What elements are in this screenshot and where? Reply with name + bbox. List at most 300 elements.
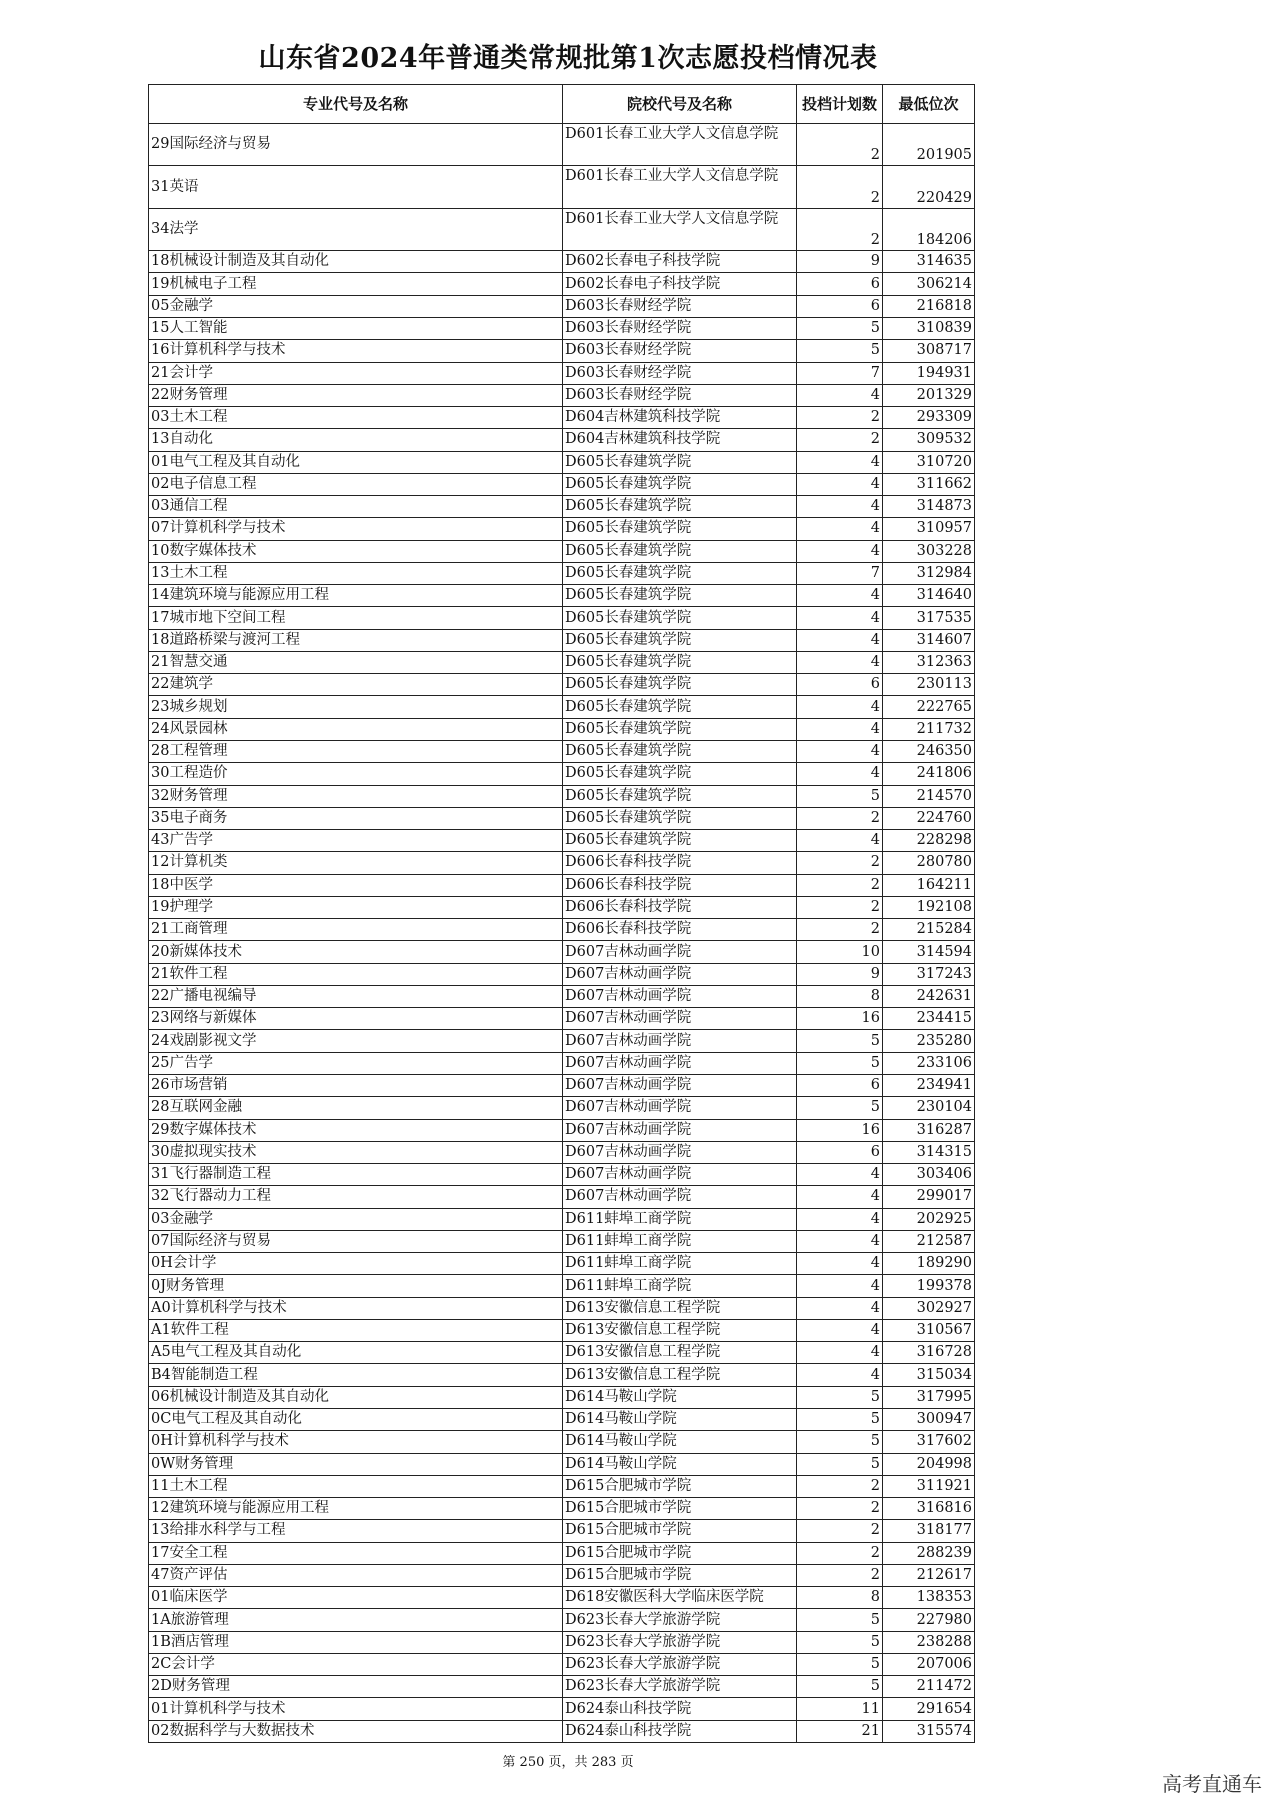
- cell-school: D605长春建筑学院: [563, 540, 797, 562]
- cell-plan: 2: [797, 1564, 883, 1586]
- cell-min-rank: 222765: [883, 696, 975, 718]
- cell-min-rank: 227980: [883, 1609, 975, 1631]
- cell-school: D614马鞍山学院: [563, 1386, 797, 1408]
- cell-plan: 5: [797, 1408, 883, 1430]
- cell-min-rank: 311921: [883, 1475, 975, 1497]
- cell-min-rank: 228298: [883, 830, 975, 852]
- cell-major: 05金融学: [149, 295, 563, 317]
- table-row: [149, 1119, 975, 1141]
- header-min-rank: 最低位次: [883, 85, 975, 124]
- cell-school: D605长春建筑学院: [563, 696, 797, 718]
- table-row: [149, 384, 975, 406]
- cell-min-rank: 299017: [883, 1186, 975, 1208]
- cell-major: 22建筑学: [149, 674, 563, 696]
- cell-min-rank: 316816: [883, 1498, 975, 1520]
- table-row: [149, 985, 975, 1007]
- cell-plan: 6: [797, 674, 883, 696]
- cell-min-rank: 303228: [883, 540, 975, 562]
- cell-plan: 7: [797, 562, 883, 584]
- cell-plan: 4: [797, 1230, 883, 1252]
- page-number: 第 250 页，共 283 页: [502, 1755, 634, 1770]
- cell-major: 28工程管理: [149, 741, 563, 763]
- cell-school: D604吉林建筑科技学院: [563, 407, 797, 429]
- cell-plan: 6: [797, 1075, 883, 1097]
- cell-plan: 4: [797, 741, 883, 763]
- table-row: [149, 1275, 975, 1297]
- cell-school: D615合肥城市学院: [563, 1475, 797, 1497]
- cell-major: 30工程造价: [149, 763, 563, 785]
- cell-plan: 9: [797, 963, 883, 985]
- cell-school: D603长春财经学院: [563, 362, 797, 384]
- cell-school: D607吉林动画学院: [563, 1097, 797, 1119]
- cell-min-rank: 312363: [883, 651, 975, 673]
- cell-major: 21会计学: [149, 362, 563, 384]
- cell-major: 12计算机类: [149, 852, 563, 874]
- cell-school: D605长春建筑学院: [563, 518, 797, 540]
- cell-plan: 4: [797, 830, 883, 852]
- cell-major: 24风景园林: [149, 718, 563, 740]
- cell-min-rank: 303406: [883, 1164, 975, 1186]
- cell-plan: 4: [797, 496, 883, 518]
- cell-plan: 4: [797, 1186, 883, 1208]
- cell-school: D615合肥城市学院: [563, 1564, 797, 1586]
- cell-school: D623长春大学旅游学院: [563, 1653, 797, 1675]
- cell-plan: 2: [797, 166, 883, 208]
- cell-min-rank: 318177: [883, 1520, 975, 1542]
- cell-min-rank: 314607: [883, 629, 975, 651]
- table-row: [149, 629, 975, 651]
- table-row: [149, 208, 975, 250]
- cell-major: 23城乡规划: [149, 696, 563, 718]
- cell-school: D605长春建筑学院: [563, 451, 797, 473]
- table-row: [149, 1676, 975, 1698]
- cell-plan: 2: [797, 852, 883, 874]
- table-row: [149, 1564, 975, 1586]
- cell-plan: 2: [797, 896, 883, 918]
- cell-min-rank: 311662: [883, 473, 975, 495]
- cell-major: 31飞行器制造工程: [149, 1164, 563, 1186]
- cell-plan: 5: [797, 1653, 883, 1675]
- cell-plan: 6: [797, 1141, 883, 1163]
- table-row: [149, 1520, 975, 1542]
- cell-min-rank: 288239: [883, 1542, 975, 1564]
- table-row: [149, 1008, 975, 1030]
- cell-min-rank: 317602: [883, 1431, 975, 1453]
- cell-min-rank: 233106: [883, 1052, 975, 1074]
- cell-major: 1A旅游管理: [149, 1609, 563, 1631]
- table-row: [149, 251, 975, 273]
- cell-major: 25广告学: [149, 1052, 563, 1074]
- table-row: [149, 1030, 975, 1052]
- cell-min-rank: 199378: [883, 1275, 975, 1297]
- table-row: [149, 651, 975, 673]
- cell-major: 19机械电子工程: [149, 273, 563, 295]
- cell-min-rank: 224760: [883, 807, 975, 829]
- table-row: [149, 1208, 975, 1230]
- table-row: [149, 1453, 975, 1475]
- cell-school: D605长春建筑学院: [563, 585, 797, 607]
- cell-plan: 5: [797, 1052, 883, 1074]
- cell-major: 43广告学: [149, 830, 563, 852]
- header-plan: 投档计划数: [797, 85, 883, 124]
- table-row: [149, 607, 975, 629]
- cell-major: 21工商管理: [149, 919, 563, 941]
- cell-school: D605长春建筑学院: [563, 718, 797, 740]
- table-row: [149, 963, 975, 985]
- cell-school: D605长春建筑学院: [563, 830, 797, 852]
- cell-school: D607吉林动画学院: [563, 1008, 797, 1030]
- cell-major: 03通信工程: [149, 496, 563, 518]
- table-row: [149, 1253, 975, 1275]
- cell-plan: 5: [797, 1386, 883, 1408]
- table-row: [149, 1386, 975, 1408]
- cell-min-rank: 308717: [883, 340, 975, 362]
- cell-plan: 4: [797, 651, 883, 673]
- table-row: [149, 562, 975, 584]
- cell-school: D605长春建筑学院: [563, 607, 797, 629]
- cell-major: 16计算机科学与技术: [149, 340, 563, 362]
- table-row: [149, 1141, 975, 1163]
- cell-plan: 2: [797, 1542, 883, 1564]
- cell-major: 19护理学: [149, 896, 563, 918]
- table-row: [149, 1164, 975, 1186]
- table-row: [149, 1342, 975, 1364]
- table-row: [149, 1230, 975, 1252]
- header-school: 院校代号及名称: [563, 85, 797, 124]
- cell-major: 28互联网金融: [149, 1097, 563, 1119]
- cell-major: 24戏剧影视文学: [149, 1030, 563, 1052]
- cell-major: A5电气工程及其自动化: [149, 1342, 563, 1364]
- cell-major: 29国际经济与贸易: [149, 124, 563, 166]
- cell-school: D606长春科技学院: [563, 874, 797, 896]
- cell-min-rank: 317995: [883, 1386, 975, 1408]
- cell-major: 0C电气工程及其自动化: [149, 1408, 563, 1430]
- cell-min-rank: 184206: [883, 208, 975, 250]
- cell-school: D605长春建筑学院: [563, 562, 797, 584]
- cell-min-rank: 215284: [883, 919, 975, 941]
- table-row: [149, 295, 975, 317]
- cell-plan: 4: [797, 384, 883, 406]
- cell-min-rank: 310567: [883, 1319, 975, 1341]
- cell-plan: 4: [797, 718, 883, 740]
- cell-school: D611蚌埠工商学院: [563, 1275, 797, 1297]
- table-row: [149, 585, 975, 607]
- table-row: [149, 852, 975, 874]
- cell-plan: 21: [797, 1720, 883, 1742]
- cell-major: 1B酒店管理: [149, 1631, 563, 1653]
- cell-school: D606长春科技学院: [563, 919, 797, 941]
- cell-plan: 2: [797, 124, 883, 166]
- table-row: [149, 496, 975, 518]
- cell-school: D605长春建筑学院: [563, 763, 797, 785]
- cell-min-rank: 164211: [883, 874, 975, 896]
- cell-min-rank: 189290: [883, 1253, 975, 1275]
- cell-major: A0计算机科学与技术: [149, 1297, 563, 1319]
- table-row: [149, 741, 975, 763]
- cell-min-rank: 194931: [883, 362, 975, 384]
- cell-min-rank: 314873: [883, 496, 975, 518]
- cell-min-rank: 238288: [883, 1631, 975, 1653]
- page-title: 山东省2024年普通类常规批第1次志愿投档情况表: [258, 43, 878, 74]
- cell-plan: 7: [797, 362, 883, 384]
- table-row: [149, 1075, 975, 1097]
- cell-min-rank: 300947: [883, 1408, 975, 1430]
- cell-min-rank: 302927: [883, 1297, 975, 1319]
- cell-major: 07计算机科学与技术: [149, 518, 563, 540]
- cell-plan: 5: [797, 340, 883, 362]
- cell-plan: 4: [797, 451, 883, 473]
- cell-major: 12建筑环境与能源应用工程: [149, 1498, 563, 1520]
- cell-plan: 4: [797, 607, 883, 629]
- cell-school: D603长春财经学院: [563, 340, 797, 362]
- cell-min-rank: 220429: [883, 166, 975, 208]
- cell-major: 23网络与新媒体: [149, 1008, 563, 1030]
- cell-plan: 2: [797, 807, 883, 829]
- cell-plan: 5: [797, 317, 883, 339]
- cell-major: 35电子商务: [149, 807, 563, 829]
- cell-school: D601长春工业大学人文信息学院: [563, 208, 797, 250]
- table-row: [149, 1052, 975, 1074]
- cell-plan: 2: [797, 407, 883, 429]
- cell-school: D606长春科技学院: [563, 896, 797, 918]
- cell-plan: 4: [797, 540, 883, 562]
- cell-major: 01电气工程及其自动化: [149, 451, 563, 473]
- cell-min-rank: 234941: [883, 1075, 975, 1097]
- cell-school: D615合肥城市学院: [563, 1520, 797, 1542]
- cell-plan: 5: [797, 1609, 883, 1631]
- cell-min-rank: 211472: [883, 1676, 975, 1698]
- cell-min-rank: 202925: [883, 1208, 975, 1230]
- cell-school: D607吉林动画学院: [563, 941, 797, 963]
- cell-plan: 4: [797, 473, 883, 495]
- table-row: [149, 362, 975, 384]
- table-row: [149, 1097, 975, 1119]
- cell-school: D603长春财经学院: [563, 295, 797, 317]
- cell-school: D607吉林动画学院: [563, 1075, 797, 1097]
- cell-school: D623长春大学旅游学院: [563, 1631, 797, 1653]
- watermark-logo: 高考直通车: [1162, 1772, 1262, 1796]
- cell-major: 15人工智能: [149, 317, 563, 339]
- cell-major: 31英语: [149, 166, 563, 208]
- cell-school: D606长春科技学院: [563, 852, 797, 874]
- table-row: [149, 1319, 975, 1341]
- cell-major: 13给排水科学与工程: [149, 1520, 563, 1542]
- cell-plan: 5: [797, 1097, 883, 1119]
- table-row: [149, 1498, 975, 1520]
- cell-plan: 6: [797, 273, 883, 295]
- table-row: [149, 166, 975, 208]
- cell-plan: 5: [797, 785, 883, 807]
- cell-plan: 4: [797, 629, 883, 651]
- cell-school: D614马鞍山学院: [563, 1453, 797, 1475]
- table-row: [149, 1364, 975, 1386]
- cell-min-rank: 310957: [883, 518, 975, 540]
- cell-school: D613安徽信息工程学院: [563, 1342, 797, 1364]
- cell-min-rank: 201329: [883, 384, 975, 406]
- cell-plan: 2: [797, 874, 883, 896]
- table-row: [149, 1587, 975, 1609]
- cell-major: 03土木工程: [149, 407, 563, 429]
- cell-plan: 6: [797, 295, 883, 317]
- cell-min-rank: 235280: [883, 1030, 975, 1052]
- cell-school: D602长春电子科技学院: [563, 273, 797, 295]
- cell-plan: 4: [797, 1208, 883, 1230]
- cell-plan: 4: [797, 518, 883, 540]
- admission-table: [148, 84, 975, 1743]
- cell-school: D605长春建筑学院: [563, 807, 797, 829]
- cell-major: 17安全工程: [149, 1542, 563, 1564]
- cell-major: 11土木工程: [149, 1475, 563, 1497]
- cell-major: 10数字媒体技术: [149, 540, 563, 562]
- table-row: [149, 807, 975, 829]
- cell-major: 29数字媒体技术: [149, 1119, 563, 1141]
- table-row: [149, 1186, 975, 1208]
- cell-min-rank: 234415: [883, 1008, 975, 1030]
- cell-plan: 4: [797, 1342, 883, 1364]
- cell-min-rank: 207006: [883, 1653, 975, 1675]
- cell-min-rank: 315034: [883, 1364, 975, 1386]
- cell-major: 0H计算机科学与技术: [149, 1431, 563, 1453]
- cell-major: 22广播电视编导: [149, 985, 563, 1007]
- cell-plan: 10: [797, 941, 883, 963]
- table-row: [149, 317, 975, 339]
- table-row: [149, 674, 975, 696]
- cell-school: D611蚌埠工商学院: [563, 1208, 797, 1230]
- cell-major: 06机械设计制造及其自动化: [149, 1386, 563, 1408]
- cell-min-rank: 241806: [883, 763, 975, 785]
- cell-major: 32飞行器动力工程: [149, 1186, 563, 1208]
- cell-min-rank: 316287: [883, 1119, 975, 1141]
- cell-plan: 4: [797, 1297, 883, 1319]
- cell-min-rank: 309532: [883, 429, 975, 451]
- cell-min-rank: 310720: [883, 451, 975, 473]
- cell-min-rank: 212587: [883, 1230, 975, 1252]
- cell-school: D613安徽信息工程学院: [563, 1319, 797, 1341]
- cell-major: 34法学: [149, 208, 563, 250]
- cell-major: 18机械设计制造及其自动化: [149, 251, 563, 273]
- cell-school: D614马鞍山学院: [563, 1408, 797, 1430]
- table-row: [149, 718, 975, 740]
- cell-plan: 4: [797, 763, 883, 785]
- cell-school: D607吉林动画学院: [563, 963, 797, 985]
- cell-major: 47资产评估: [149, 1564, 563, 1586]
- table-row: [149, 340, 975, 362]
- cell-min-rank: 314594: [883, 941, 975, 963]
- table-row: [149, 518, 975, 540]
- cell-min-rank: 306214: [883, 273, 975, 295]
- cell-min-rank: 314315: [883, 1141, 975, 1163]
- cell-school: D615合肥城市学院: [563, 1498, 797, 1520]
- table-row: [149, 451, 975, 473]
- cell-school: D603长春财经学院: [563, 384, 797, 406]
- cell-min-rank: 212617: [883, 1564, 975, 1586]
- table-row: [149, 785, 975, 807]
- cell-min-rank: 316728: [883, 1342, 975, 1364]
- cell-major: 0H会计学: [149, 1253, 563, 1275]
- cell-plan: 4: [797, 585, 883, 607]
- cell-major: 18道路桥梁与渡河工程: [149, 629, 563, 651]
- cell-plan: 2: [797, 1475, 883, 1497]
- cell-major: 2D财务管理: [149, 1676, 563, 1698]
- cell-plan: 11: [797, 1698, 883, 1720]
- cell-plan: 5: [797, 1453, 883, 1475]
- cell-school: D607吉林动画学院: [563, 1141, 797, 1163]
- cell-plan: 5: [797, 1431, 883, 1453]
- cell-plan: 2: [797, 919, 883, 941]
- cell-min-rank: 242631: [883, 985, 975, 1007]
- cell-plan: 8: [797, 1587, 883, 1609]
- cell-plan: 16: [797, 1119, 883, 1141]
- cell-major: 17城市地下空间工程: [149, 607, 563, 629]
- table-row: [149, 407, 975, 429]
- cell-school: D615合肥城市学院: [563, 1542, 797, 1564]
- cell-school: D605长春建筑学院: [563, 741, 797, 763]
- table-row: [149, 941, 975, 963]
- cell-min-rank: 214570: [883, 785, 975, 807]
- cell-min-rank: 211732: [883, 718, 975, 740]
- cell-school: D601长春工业大学人文信息学院: [563, 166, 797, 208]
- cell-min-rank: 314635: [883, 251, 975, 273]
- cell-major: 01临床医学: [149, 1587, 563, 1609]
- table-row: [149, 429, 975, 451]
- cell-school: D624泰山科技学院: [563, 1698, 797, 1720]
- cell-major: 02电子信息工程: [149, 473, 563, 495]
- table-row: [149, 1698, 975, 1720]
- table-row: [149, 1609, 975, 1631]
- table-row: [149, 1631, 975, 1653]
- cell-school: D605长春建筑学院: [563, 496, 797, 518]
- cell-school: D605长春建筑学院: [563, 629, 797, 651]
- cell-min-rank: 291654: [883, 1698, 975, 1720]
- cell-plan: 16: [797, 1008, 883, 1030]
- cell-school: D623长春大学旅游学院: [563, 1676, 797, 1698]
- cell-major: B4智能制造工程: [149, 1364, 563, 1386]
- table-row: [149, 830, 975, 852]
- table-row: [149, 1542, 975, 1564]
- cell-min-rank: 204998: [883, 1453, 975, 1475]
- cell-major: 21智慧交通: [149, 651, 563, 673]
- cell-major: 02数据科学与大数据技术: [149, 1720, 563, 1742]
- cell-school: D603长春财经学院: [563, 317, 797, 339]
- table-row: [149, 273, 975, 295]
- table-row: [149, 1408, 975, 1430]
- table-row: [149, 473, 975, 495]
- cell-min-rank: 312984: [883, 562, 975, 584]
- cell-major: 03金融学: [149, 1208, 563, 1230]
- cell-major: 22财务管理: [149, 384, 563, 406]
- cell-min-rank: 315574: [883, 1720, 975, 1742]
- cell-school: D607吉林动画学院: [563, 1052, 797, 1074]
- table-row: [149, 696, 975, 718]
- cell-plan: 9: [797, 251, 883, 273]
- cell-plan: 4: [797, 696, 883, 718]
- cell-min-rank: 280780: [883, 852, 975, 874]
- cell-school: D602长春电子科技学院: [563, 251, 797, 273]
- cell-major: 14建筑环境与能源应用工程: [149, 585, 563, 607]
- cell-school: D613安徽信息工程学院: [563, 1364, 797, 1386]
- table-row: [149, 540, 975, 562]
- cell-school: D614马鞍山学院: [563, 1431, 797, 1453]
- table-row: [149, 919, 975, 941]
- cell-major: 0J财务管理: [149, 1275, 563, 1297]
- cell-min-rank: 317535: [883, 607, 975, 629]
- cell-plan: 4: [797, 1319, 883, 1341]
- table-body: [149, 124, 975, 1743]
- cell-plan: 2: [797, 208, 883, 250]
- cell-major: 30虚拟现实技术: [149, 1141, 563, 1163]
- cell-plan: 5: [797, 1631, 883, 1653]
- cell-school: D604吉林建筑科技学院: [563, 429, 797, 451]
